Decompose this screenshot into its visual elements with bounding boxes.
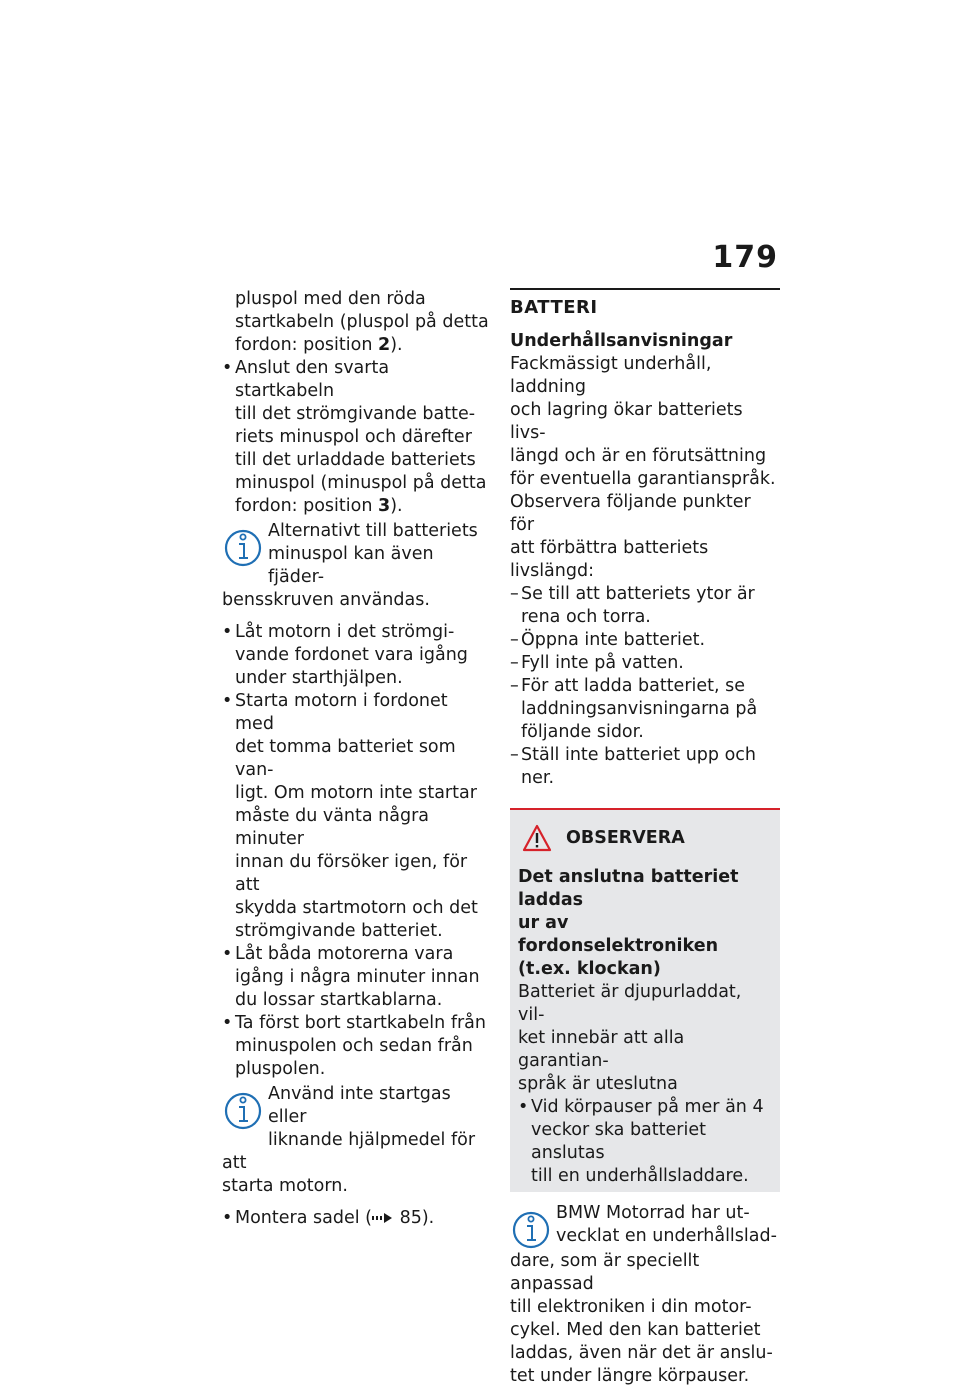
text-line: bensskruven användas.: [222, 590, 430, 610]
text-line: minuspolen och sedan från: [235, 1036, 473, 1056]
section-title: BATTERI: [510, 288, 780, 319]
text-line: det tomma batteriet som van-: [235, 737, 456, 780]
info-note: [222, 520, 492, 612]
bullet-glyph: •: [222, 691, 233, 711]
subheading: Underhållsanvisningar: [510, 331, 733, 351]
text-line: [235, 1207, 492, 1230]
bullet-item: [222, 357, 492, 518]
bullet-glyph: •: [222, 944, 233, 964]
left-column: [222, 288, 492, 1230]
text-line: [235, 334, 492, 357]
text-line: riets minuspol och därefter: [235, 427, 472, 447]
text-line: starta motorn.: [222, 1176, 348, 1196]
text-line: innan du försöker igen, för att: [235, 852, 468, 895]
text-line: igång i några minuter innan: [235, 967, 480, 987]
dash-glyph: –: [510, 745, 519, 765]
bullet-glyph: •: [518, 1097, 529, 1117]
text-line: (t.ex. klockan): [518, 959, 661, 979]
text-line: till en underhållsladdare.: [531, 1166, 749, 1186]
bullet-glyph: •: [222, 1208, 233, 1228]
dash-glyph: –: [510, 676, 519, 696]
text-line: Låt motorn i det strömgi-: [235, 622, 455, 642]
text-line: Starta motorn i fordonet med: [235, 691, 448, 734]
text-span: ).: [390, 496, 403, 516]
warning-triangle-icon: [522, 824, 552, 852]
text-line: att förbättra batteriets livslängd:: [510, 538, 709, 581]
text-line: ner.: [521, 768, 555, 788]
warning-header: [518, 824, 772, 852]
text-line: BMW Motorrad har ut-: [556, 1203, 750, 1223]
right-column: [510, 288, 780, 1397]
info-icon: [510, 1206, 552, 1250]
text-span: ).: [390, 335, 403, 355]
text-line: minuspol (minuspol på detta: [235, 473, 487, 493]
warning-box: [510, 808, 780, 1192]
text-line: cykel. Med den kan batteriet: [510, 1320, 761, 1340]
text-line: vande fordonet vara igång: [235, 645, 468, 665]
text-line: under starthjälpen.: [235, 668, 403, 688]
info-note: [222, 1083, 492, 1198]
info-note: [510, 1202, 780, 1388]
text-line: för eventuella garantianspråk.: [510, 469, 776, 489]
warning-bullet: [518, 1096, 772, 1188]
text-line: Fyll inte på vatten.: [521, 653, 684, 673]
bullet-item: [222, 1207, 492, 1230]
text-line: Anslut den svarta startkabeln: [235, 358, 390, 401]
warning-body: [518, 981, 772, 1096]
text-line: strömgivande batteriet.: [235, 921, 443, 941]
page-number: 179: [712, 240, 778, 275]
text-line: måste du vänta några minuter: [235, 806, 430, 849]
dash-glyph: –: [510, 584, 519, 604]
dash-item: [510, 583, 780, 629]
text-span: fordon: position: [235, 496, 378, 516]
text-line: ket innebär att alla garantian-: [518, 1028, 685, 1071]
intro-text: [222, 288, 492, 357]
text-line: minuspol kan även fjäder-: [268, 544, 434, 587]
text-line: Ställ inte batteriet upp och: [521, 745, 756, 765]
text-line: Ta först bort startkabeln från: [235, 1013, 486, 1033]
dash-item: [510, 652, 780, 675]
bullet-glyph: •: [222, 358, 233, 378]
text-line: vecklat en underhållslad-: [556, 1226, 777, 1246]
bullet-glyph: •: [222, 622, 233, 642]
text-span: fordon: position: [235, 335, 378, 355]
text-line: laddas, även när det är anslu-: [510, 1343, 773, 1363]
text-line: Det anslutna batteriet laddas: [518, 867, 739, 910]
bullet-item: [222, 943, 492, 1012]
text-line: tet under längre körpauser.: [510, 1366, 750, 1386]
text-line: ligt. Om motorn inte startar: [235, 783, 477, 803]
text-line: till det strömgivande batte-: [235, 404, 476, 424]
dash-item: [510, 629, 780, 652]
bullet-glyph: •: [222, 1013, 233, 1033]
text-line: Fackmässigt underhåll, laddning: [510, 354, 712, 397]
text-line: pluspol med den röda: [235, 289, 426, 309]
text-line: språk är uteslutna: [518, 1074, 678, 1094]
warning-subtitle: [518, 866, 772, 981]
text-line: rena och torra.: [521, 607, 651, 627]
reference-arrow-icon: [372, 1212, 394, 1224]
text-line: Låt båda motorerna vara: [235, 944, 454, 964]
dash-glyph: –: [510, 630, 519, 650]
text-line: och lagring ökar batteriets livs-: [510, 400, 743, 443]
text-line: Se till att batteriets ytor är: [521, 584, 755, 604]
text-line: Öppna inte batteriet.: [521, 630, 706, 650]
dash-item: [510, 744, 780, 790]
text-line: pluspolen.: [235, 1059, 326, 1079]
page-reference[interactable]: 85).: [399, 1208, 435, 1228]
text-line: liknande hjälpmedel för att: [222, 1130, 476, 1173]
text-line: Batteriet är djupurladdat, vil-: [518, 982, 742, 1025]
text-line: Alternativt till batteriets: [268, 521, 478, 541]
paragraph: [510, 353, 780, 583]
text-line: Vid körpauser på mer än 4: [531, 1097, 764, 1117]
dash-item: [510, 675, 780, 744]
text-line: Observera följande punkter för: [510, 492, 751, 535]
warning-title: OBSERVERA: [566, 827, 685, 848]
text-line: längd och är en förutsättning: [510, 446, 767, 466]
text-span: Montera sadel (: [235, 1208, 372, 1228]
text-line: För att ladda batteriet, se: [521, 676, 746, 696]
text-line: dare, som är speciellt anpassad: [510, 1251, 700, 1294]
text-line: ur av fordonselektroniken: [518, 913, 719, 956]
text-line: veckor ska batteriet anslutas: [531, 1120, 706, 1163]
text-line: [235, 495, 492, 518]
text-line: till elektroniken i din motor-: [510, 1297, 752, 1317]
text-line: startkabeln (pluspol på detta: [235, 312, 489, 332]
info-icon: [222, 524, 264, 568]
text-line: skydda startmotorn och det: [235, 898, 478, 918]
position-number: 3: [378, 496, 391, 516]
text-line: laddningsanvisningarna på: [521, 699, 758, 719]
position-number: 2: [378, 335, 391, 355]
bullet-item: [222, 621, 492, 690]
text-line: följande sidor.: [521, 722, 644, 742]
info-icon: [222, 1087, 264, 1131]
bullet-item: [222, 690, 492, 943]
text-line: Använd inte startgas eller: [268, 1084, 451, 1127]
text-line: till det urladdade batteriets: [235, 450, 476, 470]
text-line: du lossar startkablarna.: [235, 990, 443, 1010]
dash-glyph: –: [510, 653, 519, 673]
bullet-item: [222, 1012, 492, 1081]
